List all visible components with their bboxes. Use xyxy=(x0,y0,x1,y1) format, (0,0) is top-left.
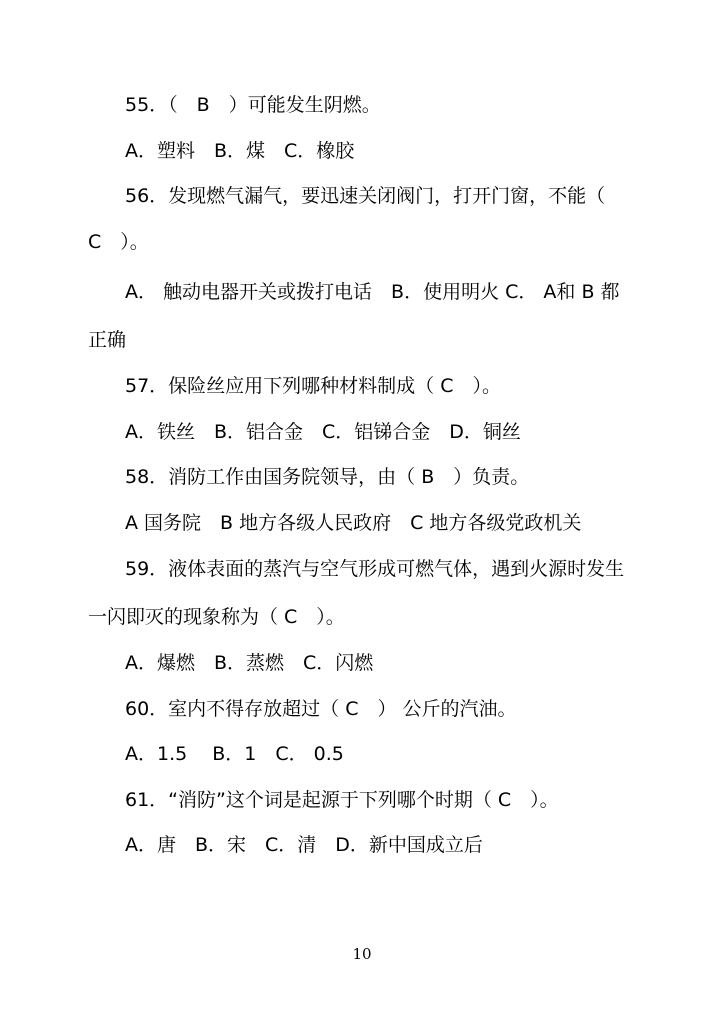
question-59-continued: 一闪即灭的现象称为（ C ）。 xyxy=(88,606,345,628)
question-57: 57．保险丝应用下列哪种材料制成（ C ）。 xyxy=(125,375,501,397)
question-55: 55．（ B ）可能发生阴燃。 xyxy=(125,94,381,116)
options-56: A． 触动电器开关或拨打电话 B．使用明火 C． A和 B 都 xyxy=(125,281,620,303)
options-59: A．爆燃 B．蒸燃 C．闪燃 xyxy=(125,652,374,674)
question-59: 59．液体表面的蒸汽与空气形成可燃气体，遇到火源时发生 xyxy=(125,558,625,580)
question-58: 58．消防工作由国务院领导，由（ B ）负责。 xyxy=(125,466,530,488)
question-56: 56．发现燃气漏气，要迅速关闭阀门，打开门窗，不能（ xyxy=(125,185,606,207)
question-61: 61．“消防”这个词是起源于下列哪个时期（ C ）。 xyxy=(125,789,559,811)
options-56-continued: 正确 xyxy=(88,329,127,351)
question-60: 60．室内不得存放超过（ C ） 公斤的汽油。 xyxy=(125,698,517,720)
options-57: A．铁丝 B．铝合金 C．铝锑合金 D．铜丝 xyxy=(125,421,521,443)
options-61: A．唐 B．宋 C．清 D．新中国成立后 xyxy=(125,834,483,856)
question-56-continued: C ）。 xyxy=(88,231,149,253)
options-58: A 国务院 B 地方各级人民政府 C 地方各级党政机关 xyxy=(125,512,582,534)
page-number: 10 xyxy=(352,945,372,963)
options-60: A．1.5 B．1 C． 0.5 xyxy=(125,743,344,765)
options-55: A．塑料 B．煤 C．橡胶 xyxy=(125,140,355,162)
